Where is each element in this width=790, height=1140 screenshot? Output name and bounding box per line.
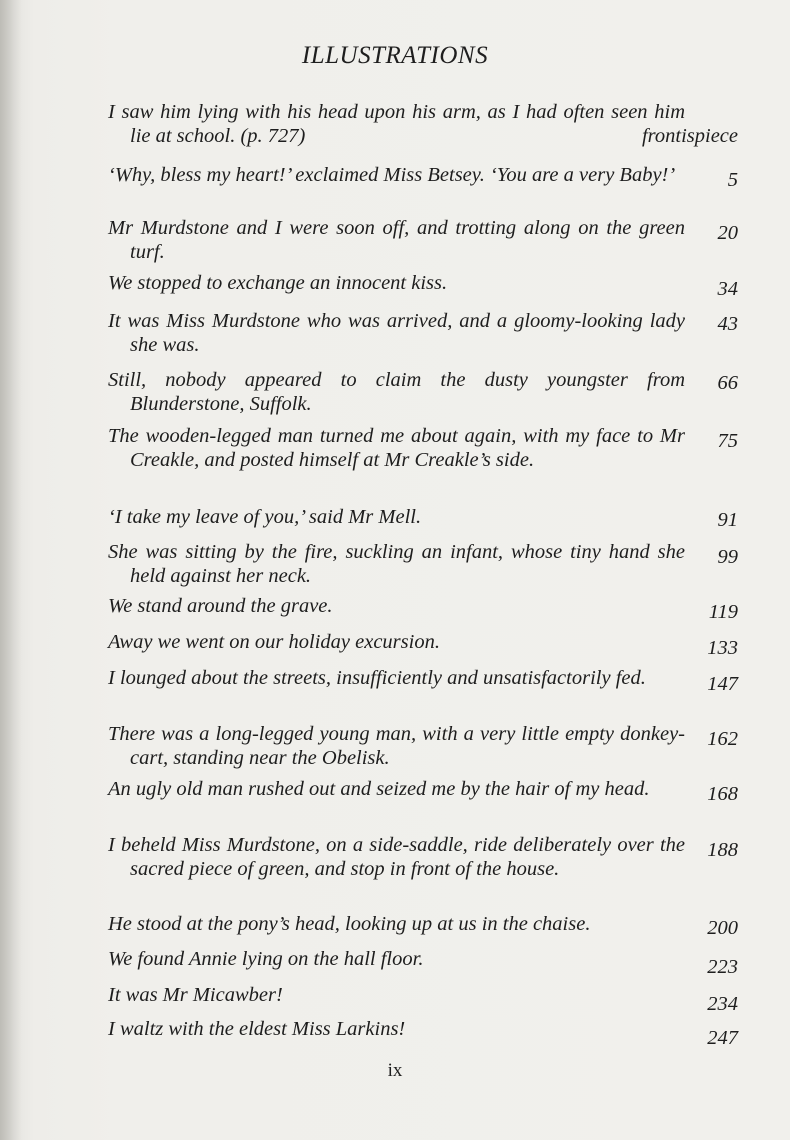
illustration-caption: ‘Why, bless my heart!’ exclaimed Miss Betsey. ‘You are a very Baby!’ <box>108 164 676 186</box>
page-reference: 20 <box>717 222 738 244</box>
list-item <box>108 722 738 770</box>
page-reference: 34 <box>717 278 738 300</box>
illustration-caption: There was a long-legged young man, with a very little empty donkey-cart, standing near the Obelisk. <box>108 723 685 769</box>
page-reference: 223 <box>707 956 738 978</box>
page-reference: 99 <box>717 546 738 568</box>
page-reference: 162 <box>707 728 738 750</box>
list-item <box>108 216 738 264</box>
page-reference: 43 <box>717 313 738 335</box>
list-item <box>108 368 738 416</box>
illustration-caption: Mr Murdstone and I were soon off, and trotting along on the green turf. <box>108 217 685 263</box>
page-reference: 200 <box>707 917 738 939</box>
illustration-caption: The wooden-legged man turned me about again, with my face to Mr Creakle, and posted himself at Mr Creakle’s side. <box>108 425 685 471</box>
list-item <box>108 947 738 978</box>
page-reference: frontispiece <box>641 125 738 147</box>
list-item <box>108 271 738 300</box>
list-item <box>108 309 738 357</box>
illustration-caption: Still, nobody appeared to claim the dusty youngster from Blunderstone, Suffolk. <box>108 369 685 415</box>
illustration-caption: I beheld Miss Murdstone, on a side-saddle, ride deliberately over the sacred piece of green, and stop in front of the house. <box>108 834 685 880</box>
page-reference: 234 <box>707 993 738 1015</box>
list-item <box>108 505 738 529</box>
illustration-caption: I lounged about the streets, insufficiently and unsatisfactorily fed. <box>108 667 646 689</box>
list-item <box>108 833 738 881</box>
list-item <box>108 424 738 472</box>
list-item <box>108 983 738 1015</box>
illustration-caption: He stood at the pony’s head, looking up at us in the chaise. <box>108 913 591 935</box>
list-item <box>108 100 738 148</box>
illustration-caption: Away we went on our holiday excursion. <box>108 631 440 653</box>
page-reference: 133 <box>707 637 738 659</box>
list-item <box>108 1017 738 1049</box>
list-item <box>108 594 738 623</box>
illustration-caption: We stand around the grave. <box>108 595 333 617</box>
illustration-caption: It was Mr Micawber! <box>108 984 283 1006</box>
page-reference: 168 <box>707 783 738 805</box>
page-reference: 91 <box>717 509 738 531</box>
page-number: ix <box>387 1060 403 1081</box>
page-reference: 147 <box>707 673 738 695</box>
illustration-caption: An ugly old man rushed out and seized me by the hair of my head. <box>108 778 650 800</box>
list-item <box>108 666 738 695</box>
list-item <box>108 912 738 939</box>
page-title: ILLUSTRATIONS <box>301 42 489 69</box>
page-gutter-shadow <box>0 0 22 1140</box>
illustration-caption: We stopped to exchange an innocent kiss. <box>108 272 448 294</box>
list-item <box>108 163 738 191</box>
illustration-caption: ‘I take my leave of you,’ said Mr Mell. <box>108 506 422 528</box>
page-reference: 75 <box>717 430 738 452</box>
illustration-caption: We found Annie lying on the hall floor. <box>108 948 424 970</box>
illustration-caption: She was sitting by the fire, suckling an infant, whose tiny hand she held against her neck. <box>108 541 685 587</box>
list-item <box>108 777 738 805</box>
page-reference: 247 <box>707 1027 738 1049</box>
page-reference: 5 <box>727 169 738 191</box>
illustration-caption: I waltz with the eldest Miss Larkins! <box>108 1018 406 1040</box>
page-reference: 66 <box>717 372 738 394</box>
list-item <box>108 630 738 659</box>
illustration-caption: It was Miss Murdstone who was arrived, and a gloomy-looking lady she was. <box>108 310 685 356</box>
page-reference: 119 <box>708 601 738 623</box>
page-reference: 188 <box>707 839 738 861</box>
list-item <box>108 540 738 588</box>
illustration-caption: I saw him lying with his head upon his arm, as I had often seen him lie at school. (p. 727) <box>108 101 685 147</box>
